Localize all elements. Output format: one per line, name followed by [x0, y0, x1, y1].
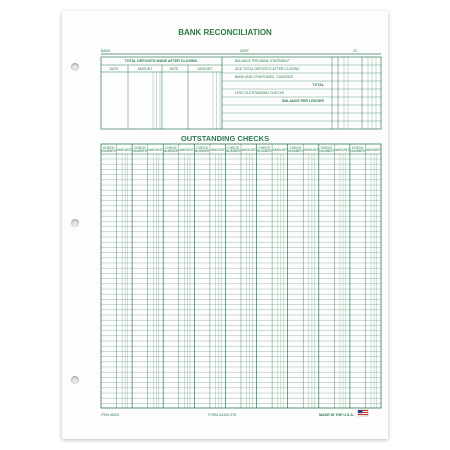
form-code: FORM #3JAS-378: [208, 413, 236, 417]
bank-label: BANK: [101, 49, 111, 53]
check-number-header-sub-4: NUMBER: [194, 149, 210, 153]
deposits-header: TOTAL DEPOSITS MADE AFTER CLOSING: [124, 59, 198, 63]
check-amount-header-9: AMOUNT: [365, 148, 381, 152]
deposit-amount-label-2: AMOUNT: [197, 67, 213, 71]
check-number-header-3: CHECK: [165, 146, 177, 150]
deposit-date-label-2: DATE: [169, 67, 179, 71]
check-number-header-sub-8: NUMBER: [319, 149, 334, 153]
outstanding-checks-grid: [101, 144, 381, 408]
recon-line-less-outstanding: LESS OUTSTANDING CHECKS: [235, 91, 285, 95]
reconciliation-form-sheet: [62, 11, 388, 439]
year-label: 20: [353, 49, 357, 53]
recon-line-balance-per-ledger: BALANCE PER LEDGER: [282, 99, 324, 103]
form-title: BANK RECONCILIATION: [178, 28, 272, 37]
check-number-header-6: CHECK: [258, 146, 271, 150]
outstanding-checks-title: OUTSTANDING CHECKS: [180, 134, 270, 143]
us-flag-icon: [358, 410, 368, 416]
check-amount-header-6: AMOUNT: [272, 148, 288, 152]
check-number-header-sub-2: NUMBER: [132, 149, 148, 153]
deposits-grid: [128, 65, 220, 129]
check-amount-header-7: AMOUNT: [303, 148, 319, 152]
check-number-header-4: CHECK: [196, 146, 209, 150]
form-artwork: [62, 11, 388, 439]
deposit-date-label-1: DATE: [109, 67, 119, 71]
date-label: DATE: [240, 49, 249, 53]
made-in-label: MADE IN THE U.S.A.: [319, 413, 354, 417]
check-number-header-7: CHECK: [289, 146, 302, 150]
check-number-header-1: CHECK: [102, 146, 115, 150]
check-number-header-sub-1: NUMBER: [101, 149, 117, 153]
check-amount-header-2: AMOUNT: [148, 148, 163, 152]
item-code: ITEM #8001: [101, 413, 120, 417]
check-number-header-9: CHECK: [351, 146, 364, 150]
check-number-header-2: CHECK: [133, 146, 146, 150]
recon-line-total: TOTAL: [312, 83, 324, 87]
check-amount-header-1: AMOUNT: [116, 148, 132, 152]
check-number-header-sub-7: NUMBER: [288, 149, 303, 153]
recon-line-bank-charges: BANK AND OTHER MISC. CHARGES: [235, 75, 294, 79]
check-amount-header-3: AMOUNT: [179, 148, 194, 152]
check-amount-header-8: AMOUNT: [334, 148, 350, 152]
check-number-header-5: CHECK: [227, 146, 240, 150]
recon-line-balance-per-bank: BALANCE PER BANK STATEMENT: [235, 59, 290, 63]
check-number-header-sub-9: NUMBER: [350, 149, 366, 153]
check-number-header-sub-3: NUMBER: [163, 149, 179, 153]
check-number-header-sub-6: NUMBER: [256, 149, 272, 153]
check-number-header-8: CHECK: [320, 146, 333, 150]
check-amount-header-4: AMOUNT: [210, 148, 226, 152]
deposit-amount-label-1: AMOUNT: [137, 67, 153, 71]
check-amount-header-5: AMOUNT: [241, 148, 257, 152]
recon-line-add-deposits: ADD TOTAL DEPOSITS AFTER CLOSING: [235, 67, 300, 71]
check-number-header-sub-5: NUMBER: [225, 149, 241, 153]
